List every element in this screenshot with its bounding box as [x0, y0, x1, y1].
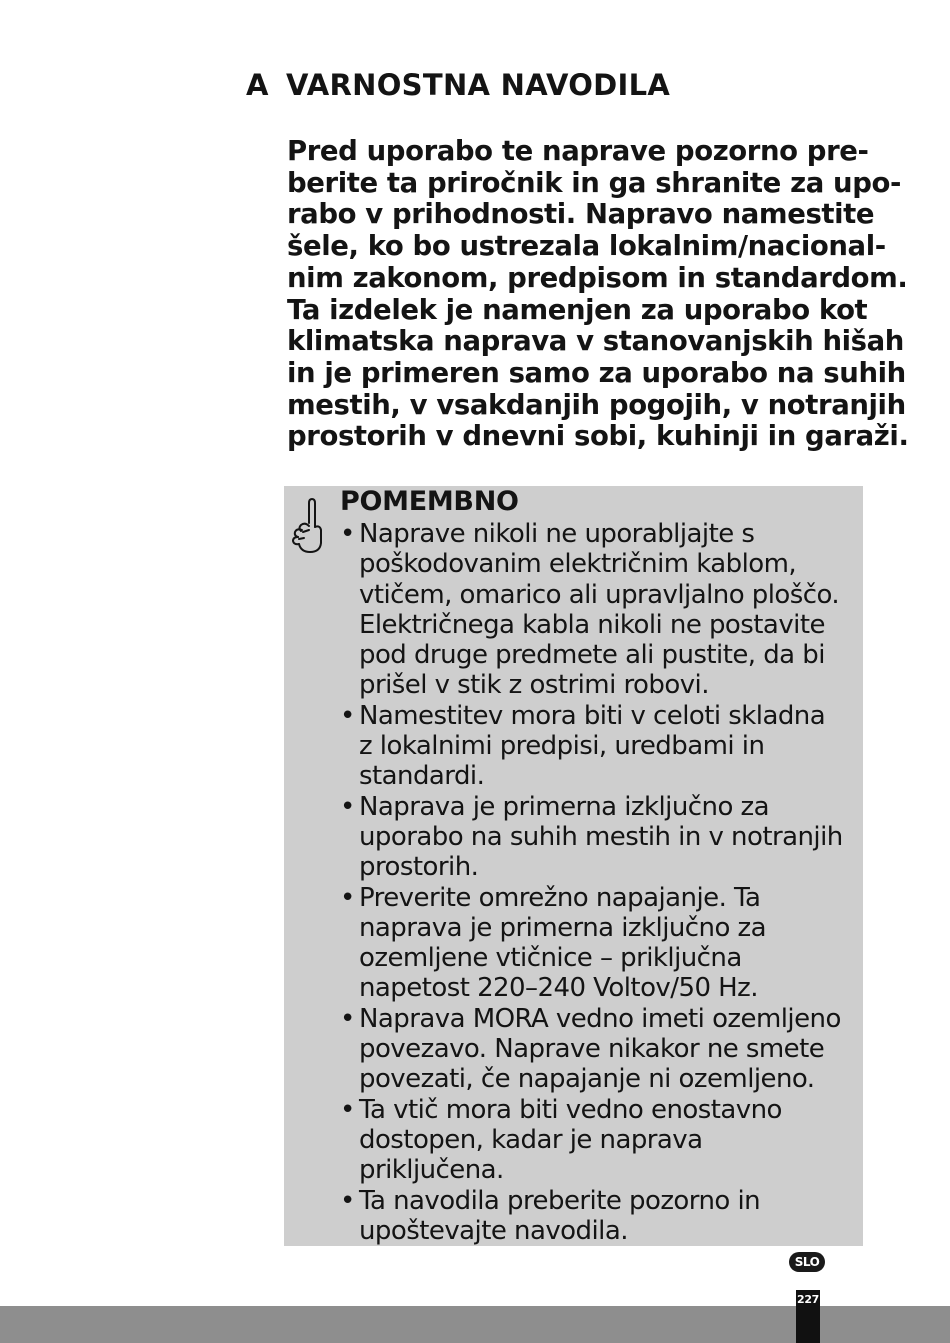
note-item-line: standardi.: [359, 761, 485, 792]
note-list: [340, 519, 860, 1246]
bullet-icon: •: [340, 791, 355, 822]
intro-line: rabo v prihodnosti. Napravo namestite: [287, 198, 875, 231]
intro-line: Pred uporabo te naprave pozorno pre-: [287, 135, 869, 167]
note-item-line: z lokalnimi predpisi, uredbami in: [359, 731, 765, 762]
note-item: [340, 1095, 860, 1186]
intro-line: klimatska naprava v stanovanjskih hišah: [287, 325, 904, 358]
note-item-line: vtičem, omarico ali upravljalno ploščo.: [359, 579, 840, 610]
note-item-line: naprava je primerna izključno za: [359, 912, 767, 943]
note-item-line: Naprave nikoli ne uporabljajte s: [359, 519, 755, 549]
intro-line: mestih, v vsakdanjih pogojih, v notranjih: [287, 388, 906, 421]
note-item-line: Naprava MORA vedno imeti ozemljeno: [359, 1003, 841, 1034]
note-item-line: dostopen, kadar je naprava: [359, 1124, 703, 1155]
intro-paragraph: [287, 135, 909, 453]
intro-line: Ta izdelek je namenjen za uporabo kot: [287, 293, 868, 326]
pointing-hand-icon: [289, 496, 325, 556]
note-item-line: Ta vtič mora biti vedno enostavno: [359, 1094, 782, 1125]
note-item-line: Preverite omrežno napajanje. Ta: [359, 882, 761, 913]
note-item-line: povezavo. Naprave nikakor ne smete: [359, 1034, 825, 1065]
note-item-line: Namestitev mora biti v celoti skladna: [359, 700, 826, 731]
note-item: [340, 1186, 860, 1247]
intro-line: prostorih v dnevni sobi, kuhinji in garaži.: [287, 420, 909, 453]
note-item-line: Naprava je primerna izključno za: [359, 791, 770, 822]
intro-line: berite ta priročnik in ga shranite za upo-: [287, 166, 902, 199]
language-badge: SLO: [789, 1252, 825, 1272]
intro-line: in je primeren samo za uporabo na suhih: [287, 356, 906, 389]
note-item: [340, 701, 860, 792]
note-item: [340, 519, 860, 701]
bullet-icon: •: [340, 1185, 355, 1216]
note-item: [340, 883, 860, 1004]
note-item: [340, 792, 860, 883]
page-number: 227: [796, 1293, 820, 1306]
note-item-line: prostorih.: [359, 852, 479, 883]
note-item-line: Ta navodila preberite pozorno in: [359, 1185, 761, 1216]
note-item-line: priključena.: [359, 1155, 504, 1186]
bullet-icon: •: [340, 882, 355, 913]
note-item-line: ozemljene vtičnice – priključna: [359, 943, 742, 974]
note-item-line: poškodovanim električnim kablom,: [359, 549, 797, 580]
note-item-line: pod druge predmete ali pustite, da bi: [359, 640, 825, 671]
note-item-line: upoštevajte navodila.: [359, 1215, 628, 1246]
section-heading: [246, 68, 670, 102]
intro-line: nim zakonom, predpisom in standardom.: [287, 261, 908, 294]
note-item-line: prišel v stik z ostrimi robovi.: [359, 670, 709, 701]
section-title: VARNOSTNA NAVODILA: [286, 68, 671, 102]
note-item-line: Električnega kabla nikoli ne postavite: [359, 609, 825, 640]
bullet-icon: •: [340, 700, 355, 731]
section-letter: A: [246, 68, 269, 102]
note-item-line: povezati, če napajanje ni ozemljeno.: [359, 1064, 815, 1095]
note-title: POMEMBNO: [340, 486, 519, 517]
note-item: [340, 1004, 860, 1095]
bullet-icon: •: [340, 519, 355, 549]
note-item-line: uporabo na suhih mestih in v notranjih: [359, 821, 843, 852]
note-item-line: napetost 220–240 Voltov/50 Hz.: [359, 973, 758, 1004]
bullet-icon: •: [340, 1003, 355, 1034]
intro-line: šele, ko bo ustrezala lokalnim/nacional-: [287, 230, 886, 263]
bullet-icon: •: [340, 1094, 355, 1125]
